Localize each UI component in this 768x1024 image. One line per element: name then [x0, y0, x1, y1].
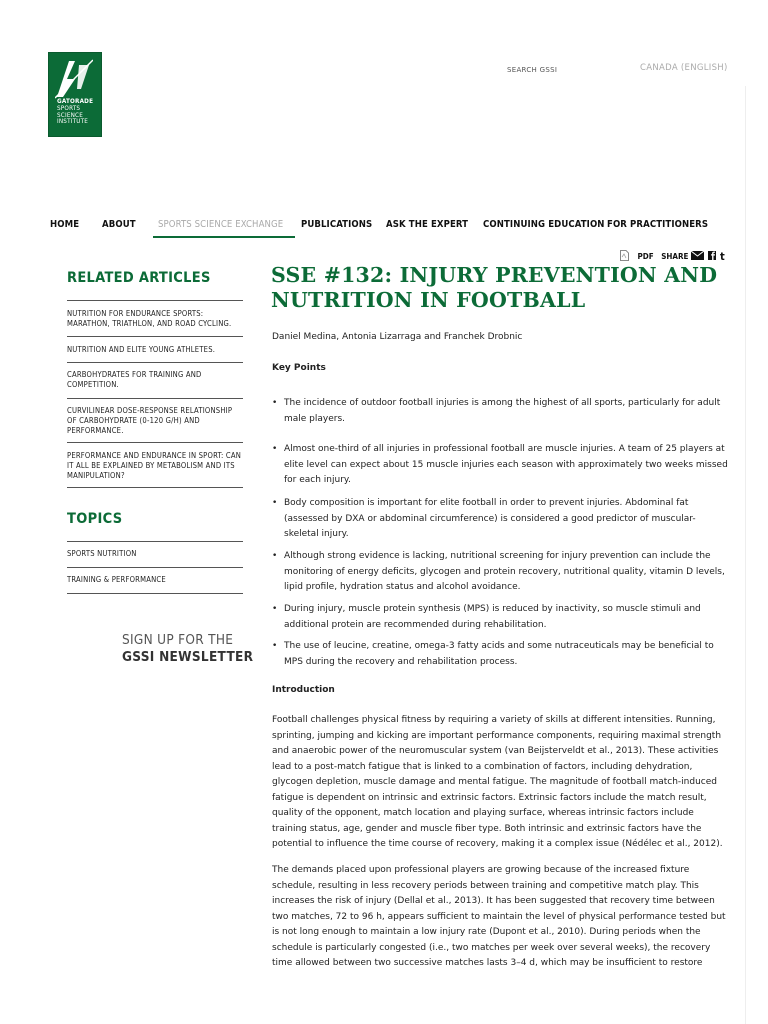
key-point-item [272, 496, 728, 543]
introduction-heading: Introduction [272, 685, 335, 695]
nav-about[interactable]: ABOUT [102, 219, 136, 230]
key-points-heading: Key Points [272, 363, 326, 373]
sidebar-divider [67, 567, 243, 568]
key-point-item [272, 602, 728, 633]
nav-continuing-education[interactable]: CONTINUING EDUCATION [483, 219, 605, 230]
sidebar-divider [67, 300, 243, 301]
related-article-link[interactable]: CURVILINEAR DOSE-RESPONSE RELATIONSHIP OF CARBOHYDRATE (0-120 G/H) AND PERFORMANCE. [67, 406, 233, 435]
nav-ask-the-expert[interactable]: ASK THE EXPERT [386, 219, 469, 230]
logo-line: GATORADE [57, 98, 94, 105]
sidebar-divider [67, 442, 243, 443]
sidebar-divider [67, 593, 243, 594]
logo-wordmark [57, 99, 93, 126]
related-articles-heading: RELATED ARTICLES [67, 270, 211, 286]
pdf-icon[interactable] [620, 250, 629, 263]
key-point-text: The use of leucine, creatine, omega-3 fatty acids and some nutraceuticals may be beneficial to MPS during the recovery and rehabilitation process. [284, 641, 714, 667]
sidebar-divider [67, 487, 243, 488]
bullet-icon: • [272, 551, 278, 561]
nav-publications[interactable]: PUBLICATIONS [301, 219, 373, 230]
key-point-item [272, 396, 728, 427]
nav-sports-science-exchange[interactable]: SPORTS SCIENCE EXCHANGE [158, 219, 284, 230]
locale-selector[interactable]: CANADA (ENGLISH) [640, 63, 728, 73]
newsletter-signup-link-bold[interactable]: GSSI NEWSLETTER [122, 649, 254, 665]
gssi-logo[interactable] [48, 52, 102, 137]
article-paragraph: Football challenges physical fitness by requiring a variety of skills at different intensities. Running, sprinting, jumping and kicking are important performance components, requiring maximal strength and anaerobic power of the neuromuscular system (van Beijsterveldt et al., 2013). These activities lead to a post-match fatigue that is linked to a combination of factors, including dehydration, glycogen depletion, muscle damage and mental fatigue. The magnitude of football match-induced fatigue is dependent on intrinsic and extrinsic factors. Extrinsic factors include the match result, quality of the opponent, match location and playing surface, whereas intrinsic factors include training status, age, gender and muscle fiber type. Both intrinsic and extrinsic factors have the potential to influence the time course of recovery, making it a complex issue (Nédélec et al., 2012). [272, 715, 723, 849]
nav-home[interactable]: HOME [50, 219, 80, 230]
nav-for-practitioners[interactable]: FOR PRACTITIONERS [607, 219, 709, 230]
key-point-text: During injury, muscle protein synthesis (MPS) is reduced by inactivity, so muscle stimuli and additional protein are recommended during rehabilitation. [284, 604, 701, 630]
related-article-link[interactable]: CARBOHYDRATES FOR TRAINING AND COMPETITION. [67, 370, 202, 389]
topic-link[interactable]: TRAINING & PERFORMANCE [67, 575, 166, 584]
bullet-icon: • [272, 444, 278, 454]
article-tools [620, 250, 725, 263]
topics-heading: TOPICS [67, 511, 123, 527]
key-point-text: Almost one-third of all injuries in professional football are muscle injuries. A team of 25 players at elite level can expect about 15 muscle injuries each season with approximately two weeks missed for each injury. [284, 444, 728, 485]
related-article-link[interactable]: PERFORMANCE AND ENDURANCE IN SPORT: CAN IT ALL BE EXPLAINED BY METABOLISM AND ITS MANIPULATION? [67, 451, 242, 480]
article-title: SSE #132: INJURY PREVENTION AND NUTRITION IN FOOTBALL [271, 263, 718, 312]
related-article-link[interactable]: NUTRITION AND ELITE YOUNG ATHLETES. [67, 345, 216, 354]
topic-link[interactable]: SPORTS NUTRITION [67, 549, 137, 558]
lightning-bolt-icon [55, 59, 93, 99]
bullet-icon: • [272, 498, 278, 508]
email-icon[interactable] [691, 251, 704, 262]
nav-active-indicator [153, 236, 295, 238]
article-authors: Daniel Medina, Antonia Lizarraga and Franchek Drobnic [272, 332, 523, 342]
key-point-text: Body composition is important for elite football in order to prevent injuries. Abdominal fat (assessed by DXA or abdominal circumference) is considered a good predictor of muscular-skeletal injury. [284, 498, 696, 539]
logo-line: INSTITUTE [57, 118, 89, 126]
pdf-link[interactable]: PDF [637, 252, 654, 261]
search-link[interactable]: SEARCH GSSI [507, 66, 558, 74]
sidebar-divider [67, 398, 243, 399]
related-article-link[interactable]: NUTRITION FOR ENDURANCE SPORTS: MARATHON, TRIATHLON, AND ROAD CYCLING. [67, 309, 232, 328]
twitter-icon[interactable]: t [720, 250, 725, 263]
sidebar-divider [67, 362, 243, 363]
sidebar-divider [67, 541, 243, 542]
key-point-item [272, 442, 728, 489]
article-paragraph: The demands placed upon professional players are growing because of the increased fixture schedule, resulting in less recovery periods between training and competitive match play. This increases the risk of injury (Dellal et al., 2013). It has been suggested that recovery time between two matches, 72 to 96 h, appears sufficient to maintain the level of physical performance tested but is not long enough to maintain a low injury rate (Dupont et al., 2010). During periods when the schedule is particularly congested (i.e., two matches per week over several weeks), the recovery time allowed between two successive matches lasts 3–4 d, which may be insufficient to restore [272, 865, 726, 968]
newsletter-signup-link[interactable]: SIGN UP FOR THE [122, 632, 234, 648]
key-point-text: The incidence of outdoor football injuries is among the highest of all sports, particularly for adult male players. [284, 398, 721, 424]
bullet-icon: • [272, 398, 278, 408]
sidebar-divider [67, 336, 243, 337]
share-label: SHARE [661, 252, 689, 261]
logo-line: SCIENCE [57, 111, 83, 119]
logo-line: SPORTS [57, 104, 81, 112]
key-point-item [272, 639, 728, 670]
page-edge-divider [745, 86, 746, 1024]
bullet-icon: • [272, 604, 278, 614]
facebook-icon[interactable] [708, 251, 716, 262]
key-point-item [272, 549, 728, 596]
bullet-icon: • [272, 641, 278, 651]
key-point-text: Although strong evidence is lacking, nutritional screening for injury prevention can include the monitoring of energy deficits, glycogen and protein recovery, nutritional quality, vitamin D levels, lipid profile, hydration status and alcohol avoidance. [284, 551, 725, 592]
